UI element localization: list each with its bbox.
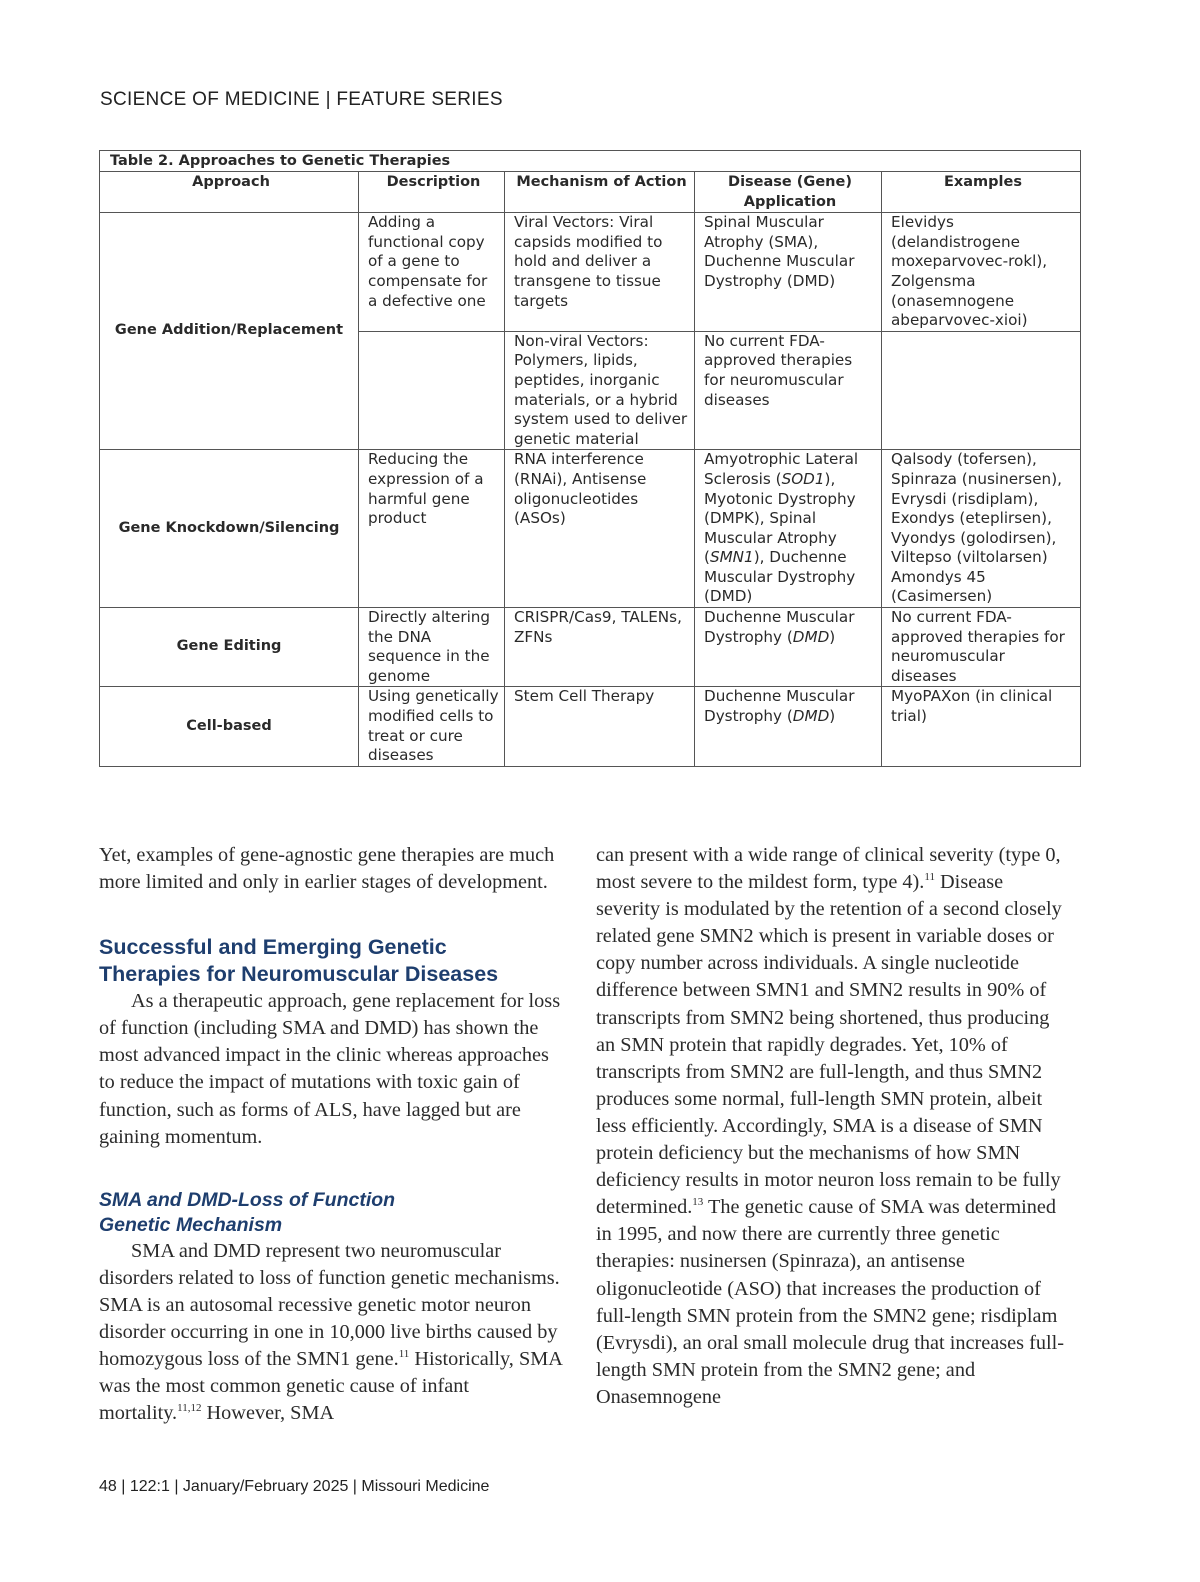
examples-cell bbox=[882, 331, 1081, 450]
table-row bbox=[100, 213, 1081, 332]
examples-cell: Elevidys (delandistrogene moxeparvovec-rokl), Zolgensma (onasemnogene abeparvovec-xioi) bbox=[882, 213, 1081, 332]
table-row bbox=[100, 687, 1081, 766]
column-header-examples: Examples bbox=[882, 172, 1081, 213]
description-cell: Using genetically modified cells to treat or cure diseases bbox=[359, 687, 505, 766]
approach-cell: Gene Editing bbox=[100, 608, 359, 687]
description-cell: Reducing the expression of a harmful gene product bbox=[359, 450, 505, 608]
description-cell bbox=[359, 331, 505, 450]
mechanism-cell: RNA interference (RNAi), Antisense oligonucleotides (ASOs) bbox=[505, 450, 695, 608]
reference-superscript: 13 bbox=[692, 1196, 704, 1209]
approach-paragraph: As a therapeutic approach, gene replacement for loss of function (including SMA and DMD) has shown the most advanced impact in the clinic whereas approaches to reduce the impact of mutations with toxic gain of function, such as forms of ALS, have lagged but are gaining momentum. bbox=[99, 990, 561, 1148]
disease-cell: Amyotrophic Lateral Sclerosis (SOD1), Myotonic Dystrophy (DMPK), Spinal Muscular Atrophy (SMN1), Duchenne Muscular Dystrophy (DMD) bbox=[695, 450, 882, 608]
examples-cell: MyoPAXon (in clinical trial) bbox=[882, 687, 1081, 766]
table-header-row bbox=[100, 172, 1081, 213]
column-header-approach: Approach bbox=[100, 172, 359, 213]
disease-cell: Duchenne Muscular Dystrophy (DMD) bbox=[695, 608, 882, 687]
disease-cell: Spinal Muscular Atrophy (SMA), Duchenne Muscular Dystrophy (DMD) bbox=[695, 213, 882, 332]
examples-cell: Qalsody (tofersen), Spinraza (nusinersen), Evrysdi (risdiplam), Exondys (eteplirsen), Vyondys (golodirsen), Viltepso (viltolarsen) Amondys 45 (Casimersen) bbox=[882, 450, 1081, 608]
table-row bbox=[100, 608, 1081, 687]
approach-cell: Gene Knockdown/Silencing bbox=[100, 450, 359, 608]
sma-severity-paragraph: can present with a wide range of clinical severity (type 0, most severe to the mildest form, type 4).$^{11}$ Disease severity is modulated by the retention of a second closely related gene SMN2 which is present in variable doses or copy number across individuals. A single nucleotide difference between SMN1 and SMN2 results in 90% of transcripts from SMN2 being shortened, thus producing an SMN protein that rapidly degrades. Yet, 10% of transcripts from SMN2 are full-length, and thus SMN2 produces some normal, full-length SMN protein, albeit less efficiently. Accordingly, SMA is a disease of SMN protein deficiency but the mechanisms of how SMN deficiency results in motor neuron loss remain to be fully determined.$^{13}$ The genetic cause of SMA was determined in 1995, and now there are currently three genetic therapies: nusinersen (Spinraza), an antisense oligonucleotide (ASO) that increases the production of full-length SMN protein from the SMN2 gene; risdiplam (Evrysdi), an oral small molecule drug that increases full-length SMN protein from the SMN2 gene; and Onasemnogene bbox=[596, 844, 1065, 1408]
description-cell: Directly altering the DNA sequence in the genome bbox=[359, 608, 505, 687]
column-header-mechanism: Mechanism of Action bbox=[505, 172, 695, 213]
sma-paragraph: SMA and DMD represent two neuromuscular disorders related to loss of function genetic mechanisms. SMA is an autosomal recessive genetic motor neuron disorder occurring in one in 10,000 live births caused by homozygous loss of the SMN1 gene.$^{11}$ Historically, SMA was the most common genetic cause of infant mortality.$^{11,12}$ However, SMA bbox=[99, 1239, 562, 1425]
reference-superscript: 11,12 bbox=[177, 1402, 202, 1415]
genetic-therapies-table bbox=[99, 150, 1080, 767]
reference-superscript: 11 bbox=[398, 1348, 410, 1361]
reference-superscript: 11 bbox=[924, 871, 935, 884]
mechanism-cell: Non-viral Vectors: Polymers, lipids, peptides, inorganic materials, or a hybrid system used to deliver genetic material bbox=[505, 331, 695, 450]
disease-cell: Duchenne Muscular Dystrophy (DMD) bbox=[695, 687, 882, 766]
description-cell: Adding a functional copy of a gene to compensate for a defective one bbox=[359, 213, 505, 332]
mechanism-cell: Stem Cell Therapy bbox=[505, 687, 695, 766]
examples-cell: No current FDA-approved therapies for neuromuscular diseases bbox=[882, 608, 1081, 687]
page-footer: 48 | 122:1 | January/February 2025 | Missouri Medicine bbox=[99, 1478, 490, 1495]
disease-cell: No current FDA-approved therapies for neuromuscular diseases bbox=[695, 331, 882, 450]
subsection-heading: SMA and DMD-Loss of Function Genetic Mechanism bbox=[99, 1188, 396, 1236]
table-caption: Table 2. Approaches to Genetic Therapies bbox=[100, 151, 1081, 172]
mechanism-cell: Viral Vectors: Viral capsids modified to hold and deliver a transgene to tissue targets bbox=[505, 213, 695, 332]
column-header-disease: Disease (Gene) Application bbox=[695, 172, 882, 213]
column-header-description: Description bbox=[359, 172, 505, 213]
intro-paragraph: Yet, examples of gene-agnostic gene therapies are much more limited and only in earlier stages of development. bbox=[99, 844, 555, 894]
left-text-column bbox=[99, 842, 569, 1427]
approach-cell: Cell-based bbox=[100, 687, 359, 766]
running-header: SCIENCE OF MEDICINE | FEATURE SERIES bbox=[100, 89, 503, 110]
mechanism-cell: CRISPR/Cas9, TALENs, ZFNs bbox=[505, 608, 695, 687]
table-row bbox=[100, 450, 1081, 608]
section-heading: Successful and Emerging Genetic Therapies for Neuromuscular Diseases bbox=[99, 935, 499, 987]
approach-cell: Gene Addition/Replacement bbox=[100, 213, 359, 450]
right-text-column bbox=[596, 842, 1066, 1411]
